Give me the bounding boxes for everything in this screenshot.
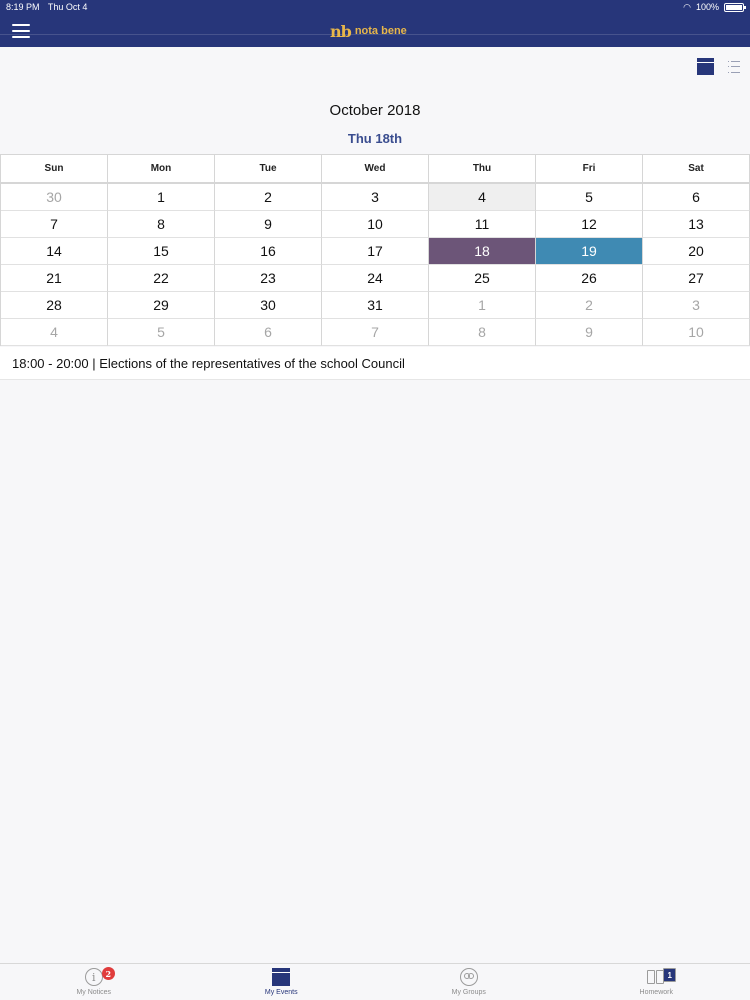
list-line	[731, 72, 740, 73]
hamburger-menu-button[interactable]	[12, 24, 30, 38]
calendar-day[interactable]: 6	[215, 319, 322, 346]
notification-badge: 1	[663, 968, 676, 982]
tab-label: My Events	[264, 989, 298, 996]
calendar-day[interactable]: 30	[215, 292, 322, 319]
logo-text: nota bene	[354, 25, 407, 37]
calendar-day[interactable]: 30	[1, 184, 108, 211]
weekday-sun: Sun	[1, 155, 108, 184]
weekday-mon: Mon	[108, 155, 215, 184]
calendar-day[interactable]: 8	[108, 211, 215, 238]
groups-icon	[460, 968, 478, 986]
tab-label: My Groups	[451, 989, 486, 996]
status-time: 8:19 PM	[6, 2, 40, 12]
selected-day-label: Thu 18th	[347, 131, 403, 146]
calendar-day[interactable]: 3	[643, 292, 750, 319]
weekday-header	[1, 155, 750, 184]
app-logo	[330, 20, 407, 42]
calendar-day[interactable]: 1	[429, 292, 536, 319]
month-calendar	[0, 154, 750, 346]
calendar-day[interactable]: 22	[108, 265, 215, 292]
calendar-day[interactable]: 7	[322, 319, 429, 346]
tab-my-notices[interactable]	[0, 964, 188, 1000]
logo-mark: nb	[330, 21, 351, 41]
calendar-week	[1, 211, 750, 238]
group-person	[468, 973, 474, 979]
calendar-day[interactable]: 26	[536, 265, 643, 292]
tab-my-groups[interactable]	[375, 964, 563, 1000]
menu-bar	[12, 36, 30, 38]
calendar-day[interactable]: 13	[643, 211, 750, 238]
tab-label: My Notices	[76, 989, 112, 996]
calendar-day[interactable]: 9	[215, 211, 322, 238]
calendar-day-today[interactable]: 4	[429, 184, 536, 211]
calendar-day[interactable]: 16	[215, 238, 322, 265]
month-title: October 2018	[329, 102, 421, 119]
calendar-day[interactable]: 29	[108, 292, 215, 319]
weekday-fri: Fri	[536, 155, 643, 184]
book-icon	[647, 968, 672, 986]
calendar-week	[1, 319, 750, 346]
weekday-sat: Sat	[643, 155, 750, 184]
calendar-day[interactable]: 15	[108, 238, 215, 265]
weekday-tue: Tue	[215, 155, 322, 184]
list-line	[731, 61, 740, 62]
calendar-day[interactable]: 11	[429, 211, 536, 238]
calendar-day[interactable]: 1	[108, 184, 215, 211]
calendar-week	[1, 265, 750, 292]
calendar-day[interactable]: 3	[322, 184, 429, 211]
weekday-thu: Thu	[429, 155, 536, 184]
status-bar	[0, 0, 750, 14]
calendar-day[interactable]: 2	[536, 292, 643, 319]
calendar-day[interactable]: 4	[1, 319, 108, 346]
status-date: Thu Oct 4	[47, 2, 88, 12]
calendar-day[interactable]: 7	[1, 211, 108, 238]
event-item[interactable]: 18:00 - 20:00 | Elections of the representatives of the school Council	[0, 347, 750, 380]
calendar-day[interactable]: 21	[1, 265, 108, 292]
calendar-day[interactable]: 25	[429, 265, 536, 292]
calendar-day[interactable]: 31	[322, 292, 429, 319]
calendar-day[interactable]: 5	[108, 319, 215, 346]
calendar-day[interactable]: 12	[536, 211, 643, 238]
view-toggle	[697, 58, 740, 75]
calendar-icon	[272, 968, 290, 986]
tab-my-events[interactable]	[188, 964, 376, 1000]
wifi-icon: ◠	[683, 1, 691, 12]
battery-level-fill	[726, 5, 742, 10]
calendar-day[interactable]: 23	[215, 265, 322, 292]
list-view-icon[interactable]	[728, 61, 740, 73]
calendar-day[interactable]: 14	[1, 238, 108, 265]
calendar-day[interactable]: 8	[429, 319, 536, 346]
tab-label: Homework	[639, 989, 673, 996]
calendar-day[interactable]: 17	[322, 238, 429, 265]
calendar-view-icon[interactable]	[697, 58, 714, 75]
menu-bar	[12, 24, 30, 26]
calendar-day[interactable]: 2	[215, 184, 322, 211]
calendar-day-selected[interactable]: 18	[429, 238, 536, 265]
calendar-day[interactable]: 28	[1, 292, 108, 319]
calendar-day[interactable]: 20	[643, 238, 750, 265]
calendar-week	[1, 184, 750, 211]
calendar-day[interactable]: 6	[643, 184, 750, 211]
tab-bar	[0, 963, 750, 1000]
calendar-day[interactable]: 5	[536, 184, 643, 211]
weekday-wed: Wed	[322, 155, 429, 184]
battery-percent: 100%	[695, 2, 719, 12]
calendar-day[interactable]: 27	[643, 265, 750, 292]
info-icon: i 2	[85, 968, 103, 986]
calendar-day[interactable]: 24	[322, 265, 429, 292]
calendar-week	[1, 292, 750, 319]
calendar-day[interactable]: 10	[643, 319, 750, 346]
calendar-day[interactable]: 10	[322, 211, 429, 238]
book-page	[647, 970, 655, 984]
menu-bar	[12, 30, 30, 32]
calendar-week	[1, 238, 750, 265]
list-line	[731, 66, 740, 67]
calendar-day[interactable]: 9	[536, 319, 643, 346]
tab-homework[interactable]	[563, 964, 750, 1000]
app-header	[0, 0, 750, 47]
calendar-day-event[interactable]: 19	[536, 238, 643, 265]
battery-icon	[724, 3, 744, 12]
notification-badge: 2	[102, 967, 115, 980]
